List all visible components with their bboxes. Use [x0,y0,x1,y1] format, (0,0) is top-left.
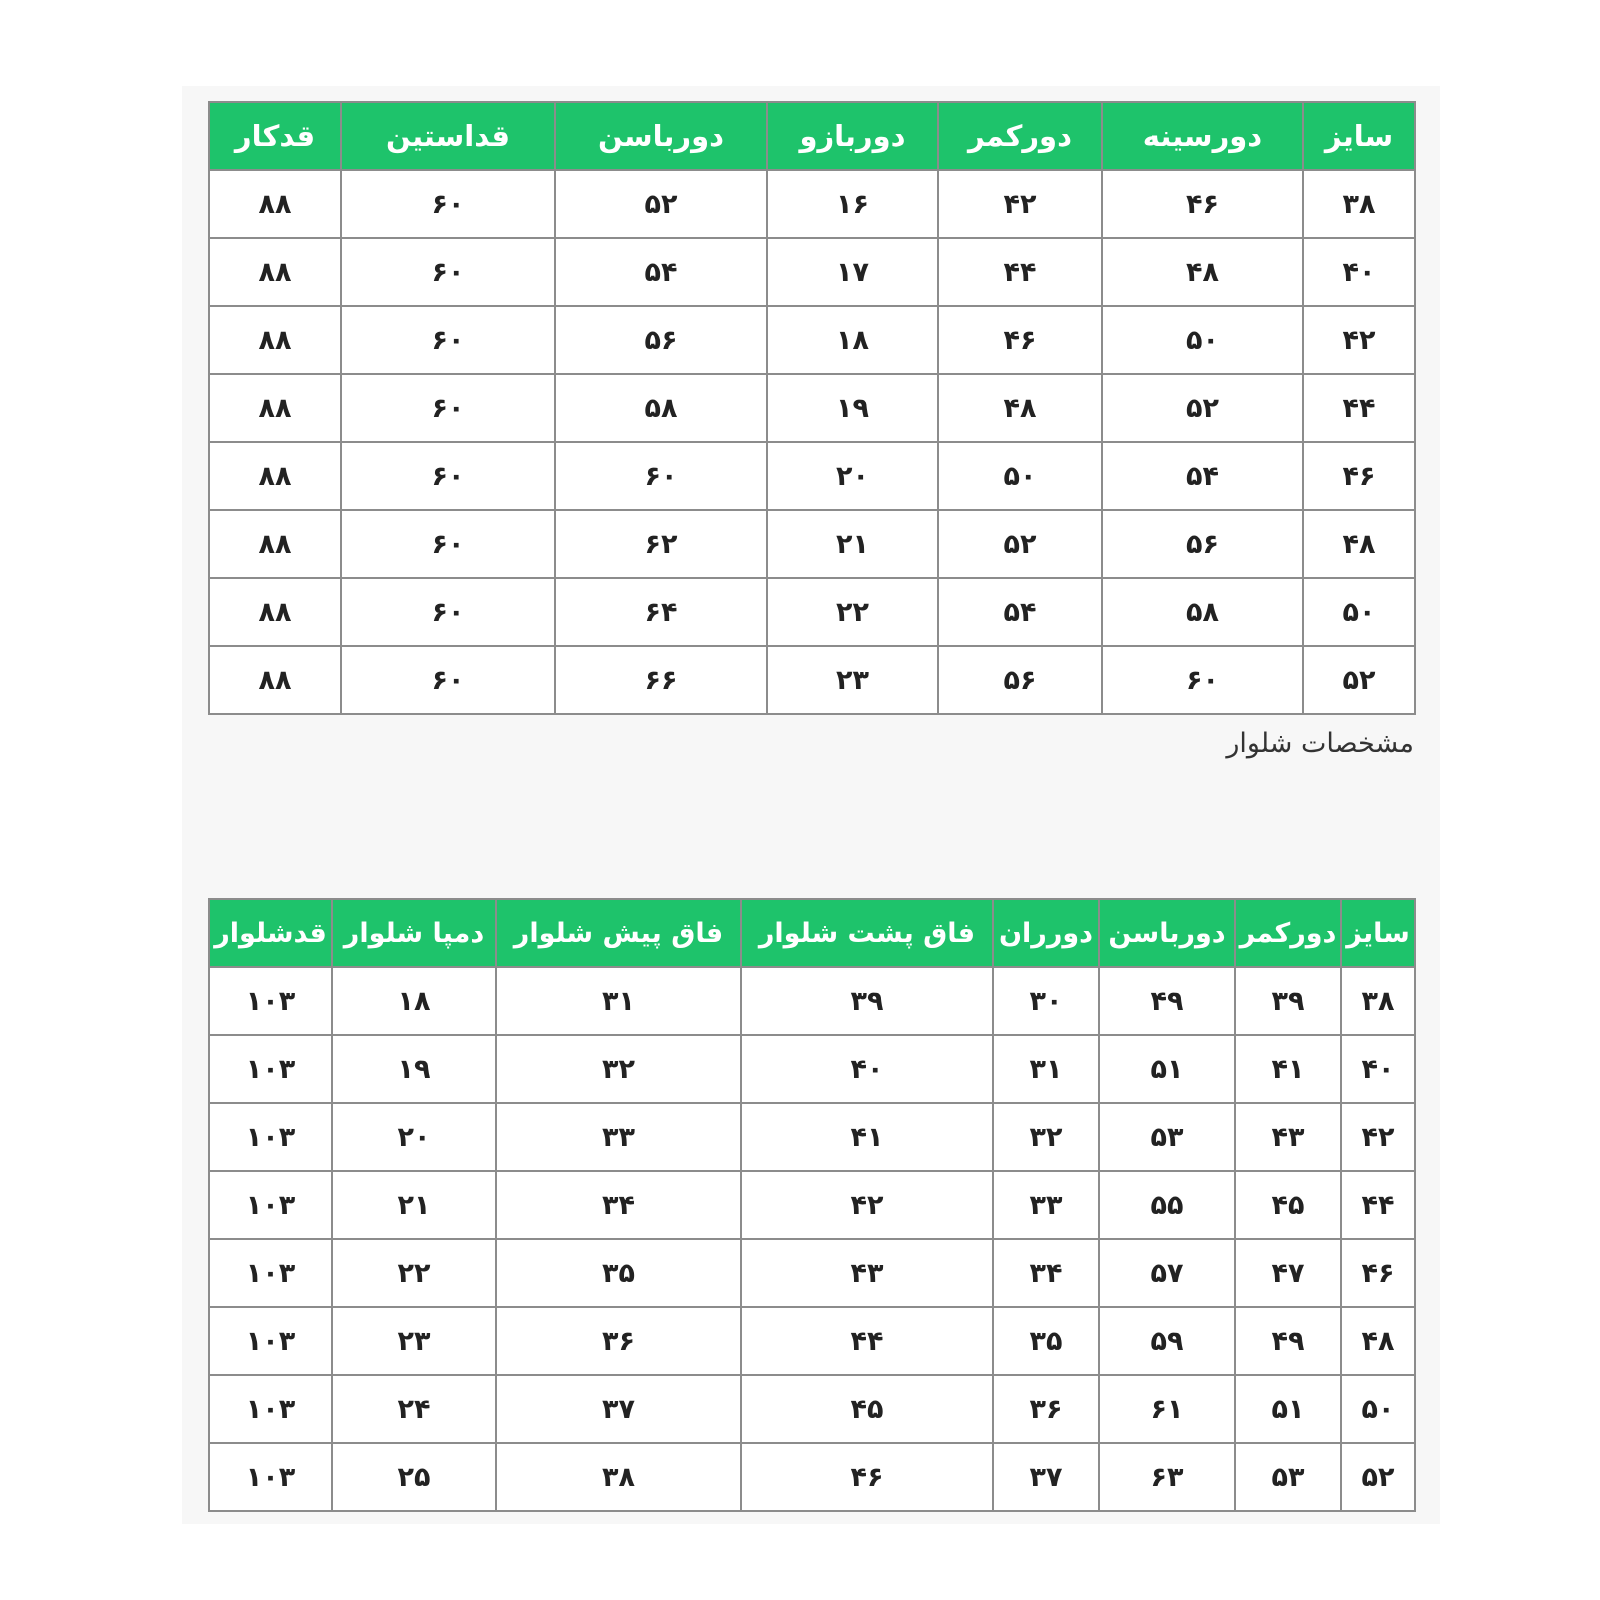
pants-table-cell: ۴۷ [1235,1239,1341,1307]
pants-size-table [208,898,1416,1512]
pants-table-cell: ۶۱ [1099,1375,1235,1443]
shirt-table-cell: ۵۶ [938,646,1102,714]
shirt-table-cell: ۸۸ [209,170,341,238]
shirt-table-body [209,170,1415,714]
pants-table-cell: ۳۰ [993,967,1099,1035]
shirt-table-cell: ۲۲ [767,578,938,646]
shirt-column-header: دورکمر [938,102,1102,170]
pants-table-cell: ۳۲ [496,1035,741,1103]
shirt-table-cell: ۵۸ [1102,578,1303,646]
shirt-table-cell: ۶۰ [341,510,555,578]
pants-table-cell: ۱۹ [332,1035,496,1103]
pants-table-cell: ۴۴ [741,1307,993,1375]
shirt-table-cell: ۴۰ [1303,238,1415,306]
shirt-table-cell: ۴۶ [1102,170,1303,238]
shirt-table-cell: ۱۸ [767,306,938,374]
shirt-table-cell: ۶۰ [341,170,555,238]
pants-table-cell: ۶۳ [1099,1443,1235,1511]
shirt-table-cell: ۴۸ [938,374,1102,442]
pants-table-cell: ۴۵ [1235,1171,1341,1239]
shirt-table-cell: ۵۲ [1102,374,1303,442]
pants-table-cell: ۱۰۳ [209,1103,332,1171]
pants-table-cell: ۳۵ [496,1239,741,1307]
pants-table-cell: ۵۰ [1341,1375,1415,1443]
pants-table-cell: ۳۱ [496,967,741,1035]
pants-table-cell: ۴۳ [1235,1103,1341,1171]
shirt-table-cell: ۶۰ [341,442,555,510]
shirt-table-cell: ۶۲ [555,510,767,578]
pants-table-cell: ۱۰۳ [209,1375,332,1443]
pants-table-cell: ۴۶ [1341,1239,1415,1307]
shirt-table-cell: ۸۸ [209,646,341,714]
pants-table-cell: ۳۱ [993,1035,1099,1103]
pants-table-cell: ۱۰۳ [209,967,332,1035]
table-row [209,306,1415,374]
pants-table-cell: ۴۶ [741,1443,993,1511]
pants-table-cell: ۴۵ [741,1375,993,1443]
pants-column-header: دورکمر [1235,899,1341,967]
pants-table-cell: ۳۳ [993,1171,1099,1239]
pants-table-cell: ۴۴ [1341,1171,1415,1239]
pants-table-body [209,967,1415,1511]
table-row [209,1035,1415,1103]
pants-table-cell: ۱۰۳ [209,1171,332,1239]
pants-table-cell: ۴۳ [741,1239,993,1307]
pants-table-cell: ۳۸ [1341,967,1415,1035]
pants-table-cell: ۳۵ [993,1307,1099,1375]
shirt-table-cell: ۶۰ [341,238,555,306]
shirt-table-cell: ۴۲ [938,170,1102,238]
pants-table-cell: ۴۱ [1235,1035,1341,1103]
pants-table-cell: ۵۱ [1099,1035,1235,1103]
table-row [209,1103,1415,1171]
pants-table-cell: ۵۱ [1235,1375,1341,1443]
shirt-table-cell: ۴۴ [938,238,1102,306]
shirt-table-cell: ۵۲ [1303,646,1415,714]
pants-specs-caption: مشخصات شلوار [1226,728,1414,759]
shirt-table-cell: ۸۸ [209,510,341,578]
pants-column-header: سایز [1341,899,1415,967]
pants-table-cell: ۳۷ [496,1375,741,1443]
shirt-table-cell: ۵۸ [555,374,767,442]
table-row [209,1171,1415,1239]
pants-table-cell: ۳۳ [496,1103,741,1171]
shirt-table-cell: ۵۰ [938,442,1102,510]
table-row [209,1239,1415,1307]
shirt-table-cell: ۵۰ [1303,578,1415,646]
pants-table-cell: ۳۶ [496,1307,741,1375]
shirt-table-cell: ۶۴ [555,578,767,646]
table-row [209,238,1415,306]
shirt-table-cell: ۴۴ [1303,374,1415,442]
shirt-table-cell: ۴۸ [1102,238,1303,306]
pants-table-cell: ۲۲ [332,1239,496,1307]
pants-table-cell: ۳۶ [993,1375,1099,1443]
pants-table-cell: ۲۱ [332,1171,496,1239]
pants-table-cell: ۱۰۳ [209,1307,332,1375]
shirt-column-header: دوربازو [767,102,938,170]
pants-table-cell: ۴۰ [1341,1035,1415,1103]
pants-table-cell: ۳۲ [993,1103,1099,1171]
shirt-table-cell: ۳۸ [1303,170,1415,238]
table-row [209,442,1415,510]
pants-table-cell: ۴۸ [1341,1307,1415,1375]
pants-header-row [209,899,1415,967]
pants-table-cell: ۵۷ [1099,1239,1235,1307]
pants-table-cell: ۵۹ [1099,1307,1235,1375]
pants-table-cell: ۳۷ [993,1443,1099,1511]
shirt-table-cell: ۸۸ [209,442,341,510]
pants-table-cell: ۳۸ [496,1443,741,1511]
table-row [209,510,1415,578]
shirt-table-cell: ۲۳ [767,646,938,714]
table-row [209,374,1415,442]
pants-table-cell: ۳۹ [1235,967,1341,1035]
pants-table-cell: ۱۰۳ [209,1035,332,1103]
table-row [209,170,1415,238]
pants-table-cell: ۴۹ [1099,967,1235,1035]
shirt-table-cell: ۱۹ [767,374,938,442]
pants-table-cell: ۳۴ [993,1239,1099,1307]
pants-table-cell: ۴۹ [1235,1307,1341,1375]
table-row [209,1443,1415,1511]
shirt-table-cell: ۵۴ [555,238,767,306]
pants-table-cell: ۱۰۳ [209,1239,332,1307]
pants-table-cell: ۴۱ [741,1103,993,1171]
shirt-table-cell: ۶۰ [341,374,555,442]
pants-table-cell: ۴۰ [741,1035,993,1103]
pants-table-cell: ۲۳ [332,1307,496,1375]
shirt-table-cell: ۸۸ [209,374,341,442]
pants-column-header: دورباسن [1099,899,1235,967]
shirt-table-cell: ۱۷ [767,238,938,306]
shirt-table-cell: ۴۶ [1303,442,1415,510]
shirt-table-cell: ۸۸ [209,306,341,374]
shirt-table-cell: ۵۴ [1102,442,1303,510]
shirt-table-cell: ۵۶ [1102,510,1303,578]
shirt-table-cell: ۸۸ [209,578,341,646]
pants-table-cell: ۵۳ [1099,1103,1235,1171]
shirt-table-cell: ۵۴ [938,578,1102,646]
shirt-table-cell: ۶۶ [555,646,767,714]
pants-table-cell: ۱۰۳ [209,1443,332,1511]
shirt-table-cell: ۵۰ [1102,306,1303,374]
shirt-table-cell: ۲۰ [767,442,938,510]
shirt-table-cell: ۵۲ [555,170,767,238]
pants-table-cell: ۲۵ [332,1443,496,1511]
shirt-column-header: قداستین [341,102,555,170]
shirt-table-cell: ۴۲ [1303,306,1415,374]
table-row [209,646,1415,714]
pants-column-header: فاق پشت شلوار [741,899,993,967]
pants-column-header: قدشلوار [209,899,332,967]
shirt-column-header: سایز [1303,102,1415,170]
pants-column-header: دمپا شلوار [332,899,496,967]
shirt-size-table [208,101,1416,715]
pants-table-cell: ۴۲ [1341,1103,1415,1171]
shirt-column-header: دورباسن [555,102,767,170]
shirt-table-cell: ۲۱ [767,510,938,578]
pants-table-cell: ۵۲ [1341,1443,1415,1511]
table-row [209,578,1415,646]
pants-table-cell: ۳۹ [741,967,993,1035]
pants-table-cell: ۲۰ [332,1103,496,1171]
shirt-column-header: قدکار [209,102,341,170]
pants-table-cell: ۵۵ [1099,1171,1235,1239]
shirt-table-cell: ۶۰ [555,442,767,510]
shirt-table-cell: ۸۸ [209,238,341,306]
shirt-table-cell: ۵۲ [938,510,1102,578]
pants-column-header: فاق پیش شلوار [496,899,741,967]
table-row [209,1375,1415,1443]
pants-table-cell: ۱۸ [332,967,496,1035]
pants-table-cell: ۴۲ [741,1171,993,1239]
shirt-table-cell: ۵۶ [555,306,767,374]
shirt-header-row [209,102,1415,170]
pants-column-header: دورران [993,899,1099,967]
table-row [209,967,1415,1035]
shirt-table-cell: ۴۶ [938,306,1102,374]
pants-table-cell: ۳۴ [496,1171,741,1239]
table-row [209,1307,1415,1375]
pants-table-cell: ۲۴ [332,1375,496,1443]
pants-table-cell: ۵۳ [1235,1443,1341,1511]
shirt-table-cell: ۴۸ [1303,510,1415,578]
shirt-table-cell: ۶۰ [341,306,555,374]
shirt-table-cell: ۶۰ [341,646,555,714]
shirt-table-cell: ۶۰ [341,578,555,646]
shirt-column-header: دورسینه [1102,102,1303,170]
shirt-table-cell: ۶۰ [1102,646,1303,714]
shirt-table-cell: ۱۶ [767,170,938,238]
